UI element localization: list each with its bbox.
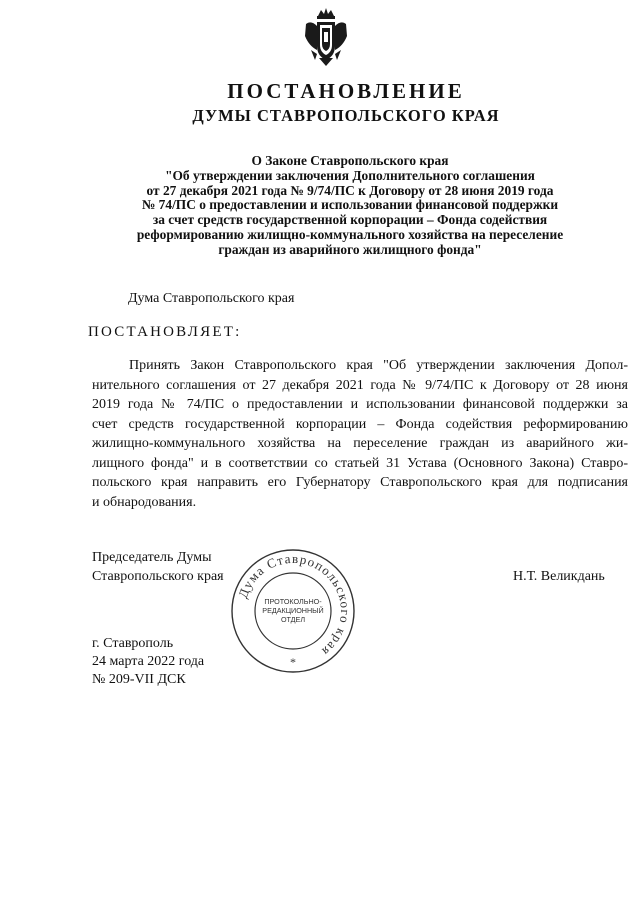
position-line: Председатель Думы bbox=[92, 550, 212, 565]
document-title: ПОСТАНОВЛЕНИЕ bbox=[227, 79, 465, 103]
heading-line: реформированию жилищно-коммунального хозяйства на переселение bbox=[136, 226, 564, 242]
document-footer bbox=[92, 635, 204, 689]
city: г. Ставрополь bbox=[92, 636, 174, 651]
stamp-ring-text: Дума Ставропольского края bbox=[235, 550, 354, 660]
law-heading bbox=[80, 154, 620, 258]
heading-line: № 74/ПС о предоставлении и использовании финансовой поддержки bbox=[141, 197, 559, 213]
body-line: лищного фонда" и в соответствии со статьей 31 Устава (Основного Закона) Ставро- bbox=[92, 455, 628, 471]
heading-line: "Об утверждении заключения Дополнительного соглашения bbox=[165, 167, 535, 183]
body-line: жилищно-коммунального хозяйства на переселение граждан из аварийного жи- bbox=[92, 436, 628, 451]
coat-of-arms-icon bbox=[303, 6, 349, 68]
body-line: и обнародования. bbox=[92, 494, 197, 510]
signatory-position bbox=[92, 548, 224, 586]
document-subtitle: ДУМЫ СТАВРОПОЛЬСКОГО КРАЯ bbox=[192, 106, 500, 125]
heading-line: от 27 декабря 2021 года № 9/74/ПС к Договору от 28 июня 2019 года bbox=[146, 182, 554, 198]
intro-text: Дума Ставропольского края bbox=[128, 291, 295, 306]
stamp-center-line: ПРОТОКОЛЬНО- bbox=[264, 597, 322, 606]
body-line: 2019 года № 74/ПС о предоставлении и использовании финансовой поддержки за bbox=[92, 397, 628, 412]
stamp-star-icon: * bbox=[290, 655, 296, 669]
stamp-center-line: РЕДАКЦИОННЫЙ bbox=[262, 606, 324, 615]
heading-line: граждан из аварийного жилищного фонда" bbox=[218, 241, 482, 257]
body-paragraph bbox=[92, 356, 628, 512]
signatory-name: Н.Т. Великдань bbox=[513, 569, 605, 584]
date: 24 марта 2022 года bbox=[92, 654, 205, 669]
document-number: № 209-VII ДСК bbox=[92, 672, 186, 687]
stamp-center-line: ОТДЕЛ bbox=[280, 615, 306, 624]
position-line: Ставропольского края bbox=[92, 569, 224, 584]
heading-line: за счет средств государственной корпорации – Фонда содействия bbox=[152, 212, 548, 228]
body-line: Принять Закон Ставропольского края "Об утверждении заключения Допол- bbox=[129, 358, 628, 373]
body-line: польского края направить его Губернатору Ставропольского края для подписания bbox=[92, 475, 628, 490]
heading-line: О Законе Ставропольского края bbox=[251, 153, 449, 168]
official-stamp bbox=[229, 547, 357, 675]
decree-word: ПОСТАНОВЛЯЕТ: bbox=[88, 324, 242, 340]
body-line: счет средств государственной корпорации – Фонда содействия реформированию bbox=[92, 416, 628, 432]
body-line: нительного соглашения от 27 декабря 2021 года № 9/74/ПС к Договору от 28 июня bbox=[92, 377, 628, 393]
